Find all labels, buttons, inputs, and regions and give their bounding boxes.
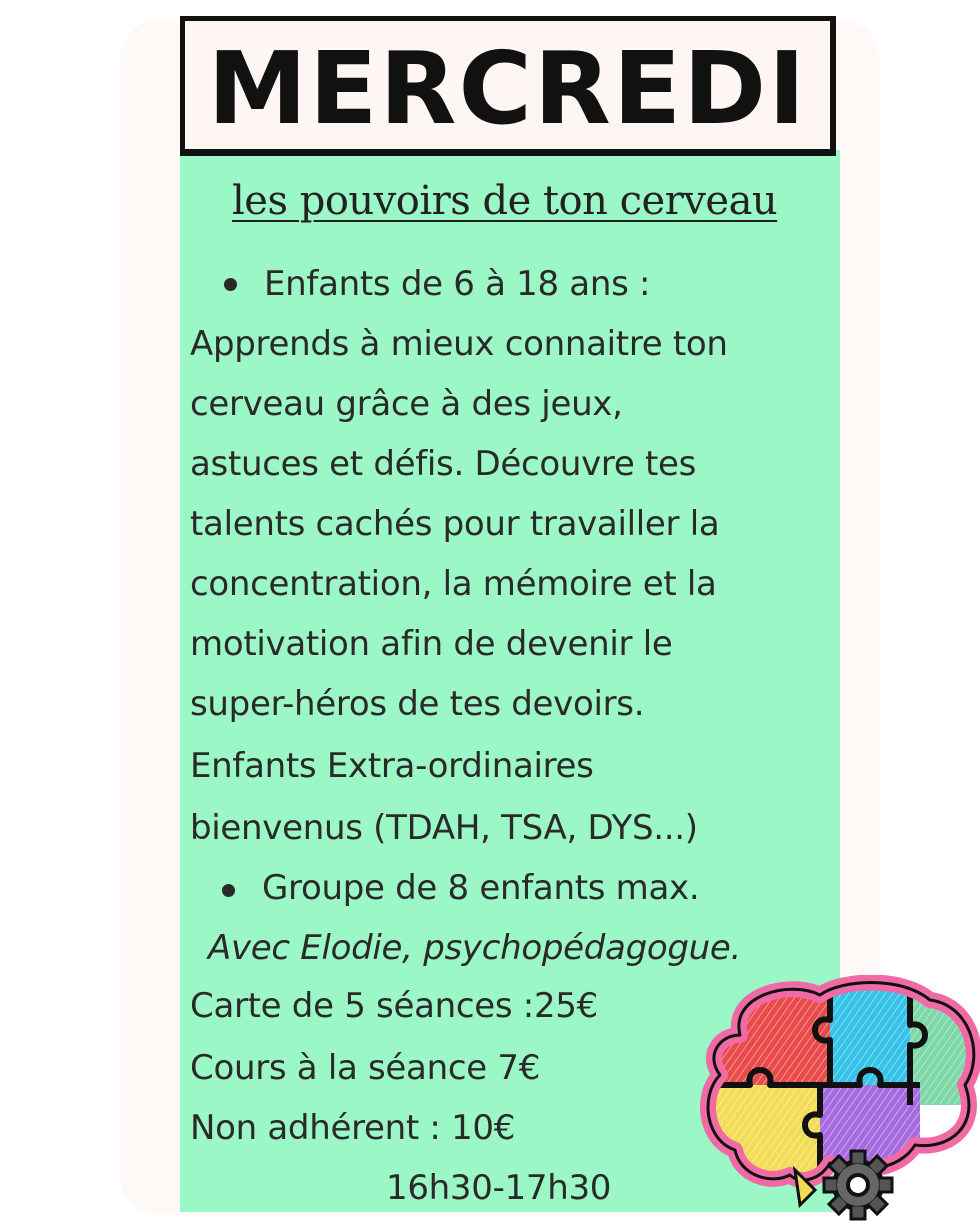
price-line: Cours à la séance 7€ bbox=[190, 1048, 541, 1088]
price-line: Non adhérent : 10€ bbox=[190, 1108, 516, 1148]
description-line: motivation afin de devenir le bbox=[190, 624, 673, 664]
brain-puzzle-gear-icon bbox=[700, 975, 980, 1225]
description-line: concentration, la mémoire et la bbox=[190, 564, 717, 604]
description-line: cerveau grâce à des jeux, bbox=[190, 384, 623, 424]
title-box bbox=[180, 16, 836, 156]
gear-icon bbox=[824, 1151, 892, 1219]
bullet-dot bbox=[222, 884, 235, 897]
description-line: bienvenus (TDAH, TSA, DYS...) bbox=[190, 808, 698, 848]
description-line: Enfants Extra-ordinaires bbox=[190, 746, 594, 786]
subtitle: les pouvoirs de ton cerveau bbox=[232, 178, 778, 224]
bullet-age-range: Enfants de 6 à 18 ans : bbox=[264, 264, 651, 304]
schedule-time: 16h30-17h30 bbox=[386, 1168, 612, 1208]
page-title: MERCREDI bbox=[207, 30, 808, 147]
price-line: Carte de 5 séances :25€ bbox=[190, 986, 598, 1026]
description-line: super-héros de tes devoirs. bbox=[190, 684, 645, 724]
description-line: talents cachés pour travailler la bbox=[190, 504, 720, 544]
instructor-line: Avec Elodie, psychopédagogue. bbox=[208, 928, 742, 968]
description-line: astuces et défis. Découvre tes bbox=[190, 444, 697, 484]
bullet-dot bbox=[224, 278, 237, 291]
bullet-group-size: Groupe de 8 enfants max. bbox=[262, 868, 700, 908]
description-line: Apprends à mieux connaitre ton bbox=[190, 324, 728, 364]
